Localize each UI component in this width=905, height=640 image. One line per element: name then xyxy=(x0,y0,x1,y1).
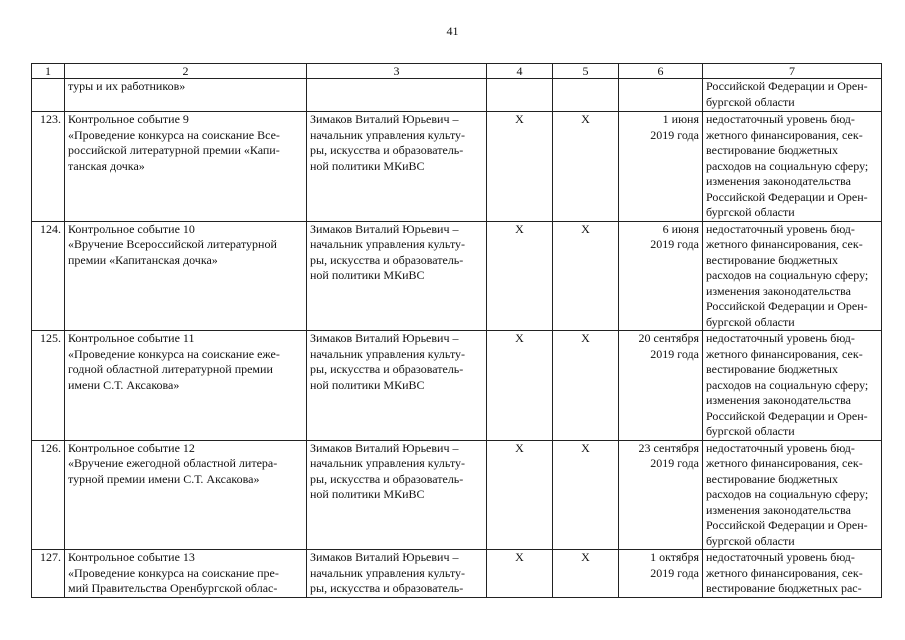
date-cell xyxy=(619,79,703,112)
risks-cell-line: изменения законодательства xyxy=(706,502,851,517)
responsible-cell-line: Зимаков Виталий Юрьевич – xyxy=(310,440,459,455)
risks-cell-line: бургской области xyxy=(706,205,795,219)
event-cell xyxy=(65,550,307,598)
page-number: 41 xyxy=(446,24,459,38)
risks-cell-line: Российской Федерации и Орен- xyxy=(706,408,868,423)
responsible-cell xyxy=(307,112,487,222)
risks-cell xyxy=(703,79,882,112)
event-cell-line: Контрольное событие 12 xyxy=(68,440,195,455)
header-cell-2: 2 xyxy=(65,64,307,79)
date-cell-line: 2019 года xyxy=(650,237,699,251)
row-number: 127. xyxy=(32,550,65,598)
responsible-cell-line: ры, искусства и образователь- xyxy=(310,471,464,486)
risks-cell-line: расходов на социальную сферу; xyxy=(706,377,869,392)
event-cell-line: Контрольное событие 9 xyxy=(68,112,189,126)
risks-cell-line: расходов на социальную сферу; xyxy=(706,158,869,173)
event-cell-line: Контрольное событие 10 xyxy=(68,221,195,236)
event-cell-line: Контрольное событие 13 xyxy=(68,550,195,564)
header-cell-1: 1 xyxy=(32,64,65,79)
date-cell-line: 2019 года xyxy=(650,127,699,142)
table-body xyxy=(32,64,882,598)
risks-cell-line: Российской Федерации и Орен- xyxy=(706,189,868,204)
risks-cell-line: вестирование бюджетных рас- xyxy=(706,581,862,595)
table-row xyxy=(32,440,882,550)
date-cell xyxy=(619,221,703,331)
risks-cell-line: Российской Федерации и Орен- xyxy=(706,79,868,93)
risks-cell xyxy=(703,440,882,550)
date-cell-line: 6 июня xyxy=(662,221,699,236)
responsible-cell-line: ной политики МКиВС xyxy=(310,158,425,173)
risks-cell-line: недостаточный уровень бюд- xyxy=(706,550,855,564)
col5-mark: Х xyxy=(553,221,619,331)
event-cell-line: имени С.Т. Аксакова» xyxy=(68,377,180,392)
responsible-cell-line: начальник управления культу- xyxy=(310,456,466,470)
risks-cell-line: расходов на социальную сферу; xyxy=(706,268,869,282)
col5-mark: Х xyxy=(553,112,619,222)
risks-cell-line: бургской области xyxy=(706,424,795,438)
col5-mark: Х xyxy=(553,550,619,598)
risks-cell-line: недостаточный уровень бюд- xyxy=(706,331,855,345)
event-cell-line: «Проведение конкурса на соискание Все- xyxy=(68,127,280,142)
event-cell xyxy=(65,440,307,550)
event-cell-line: премии «Капитанская дочка» xyxy=(68,252,218,267)
responsible-cell-line: ры, искусства и образователь- xyxy=(310,362,464,376)
risks-cell-line: жетного финансирования, сек- xyxy=(706,127,863,142)
risks-cell-line: вестирование бюджетных xyxy=(706,471,838,486)
col5-mark: Х xyxy=(553,331,619,441)
responsible-cell-line: Зимаков Виталий Юрьевич – xyxy=(310,331,459,345)
event-cell-line: мий Правительства Оренбургской облас- xyxy=(68,581,278,595)
event-cell xyxy=(65,331,307,441)
event-cell xyxy=(65,112,307,222)
risks-cell-line: расходов на социальную сферу; xyxy=(706,487,869,501)
responsible-cell xyxy=(307,550,487,598)
risks-cell-line: жетного финансирования, сек- xyxy=(706,456,863,470)
date-cell xyxy=(619,112,703,222)
col5-mark: Х xyxy=(553,440,619,550)
date-cell xyxy=(619,550,703,598)
risks-cell xyxy=(703,550,882,598)
event-cell-line: российской литературной премии «Капи- xyxy=(68,143,280,157)
risks-cell-line: вестирование бюджетных xyxy=(706,362,838,376)
risks-cell-line: вестирование бюджетных xyxy=(706,143,838,157)
event-cell-line: «Вручение Всероссийской литературной xyxy=(68,237,277,251)
risks-cell-line: бургской области xyxy=(706,314,795,329)
row-number xyxy=(32,79,65,112)
table-row xyxy=(32,331,882,441)
col4-mark xyxy=(487,79,553,112)
plan-table xyxy=(31,63,882,598)
header-cell-6: 6 xyxy=(619,64,703,79)
risks-cell-line: недостаточный уровень бюд- xyxy=(706,112,855,126)
event-cell-line: Контрольное событие 11 xyxy=(68,331,195,345)
event-cell xyxy=(65,221,307,331)
row-number: 126. xyxy=(32,440,65,550)
responsible-cell-line: ры, искусства и образователь- xyxy=(310,252,464,267)
header-cell-4: 4 xyxy=(487,64,553,79)
responsible-cell-line: начальник управления культу- xyxy=(310,565,466,580)
responsible-cell-line: Зимаков Виталий Юрьевич – xyxy=(310,550,459,564)
row-number: 125. xyxy=(32,331,65,441)
col4-mark: Х xyxy=(487,550,553,598)
table-row xyxy=(32,112,882,222)
col4-mark: Х xyxy=(487,440,553,550)
risks-cell-line: недостаточный уровень бюд- xyxy=(706,440,855,455)
header-cell-5: 5 xyxy=(553,64,619,79)
responsible-cell xyxy=(307,79,487,112)
responsible-cell-line: Зимаков Виталий Юрьевич – xyxy=(310,221,459,236)
risks-cell-line: изменения законодательства xyxy=(706,393,851,407)
row-number: 123. xyxy=(32,112,65,222)
date-cell xyxy=(619,331,703,441)
event-cell-line: годной областной литературной премии xyxy=(68,362,273,376)
continuation-row xyxy=(32,79,882,112)
event-cell-line: танская дочка» xyxy=(68,158,145,173)
table-header-row xyxy=(32,64,882,79)
event-cell-line: туры и их работников» xyxy=(68,79,186,93)
row-number: 124. xyxy=(32,221,65,331)
event-cell xyxy=(65,79,307,112)
responsible-cell-line: начальник управления культу- xyxy=(310,237,466,251)
responsible-cell-line: начальник управления культу- xyxy=(310,127,466,142)
risks-cell-line: изменения законодательства xyxy=(706,174,851,188)
date-cell-line: 23 сентября xyxy=(638,440,699,455)
date-cell-line: 2019 года xyxy=(650,456,699,470)
risks-cell xyxy=(703,221,882,331)
risks-cell-line: жетного финансирования, сек- xyxy=(706,346,863,361)
risks-cell xyxy=(703,112,882,222)
risks-cell-line: изменения законодательства xyxy=(706,283,851,298)
col4-mark: Х xyxy=(487,112,553,222)
responsible-cell-line: ры, искусства и образователь- xyxy=(310,581,464,595)
risks-cell-line: вестирование бюджетных xyxy=(706,252,838,267)
date-cell-line: 2019 года xyxy=(650,346,699,361)
responsible-cell-line: начальник управления культу- xyxy=(310,346,466,361)
responsible-cell xyxy=(307,440,487,550)
responsible-cell-line: ры, искусства и образователь- xyxy=(310,143,464,157)
responsible-cell-line: Зимаков Виталий Юрьевич – xyxy=(310,112,459,126)
risks-cell-line: жетного финансирования, сек- xyxy=(706,237,863,251)
header-cell-3: 3 xyxy=(307,64,487,79)
risks-cell-line: Российской Федерации и Орен- xyxy=(706,518,868,532)
risks-cell-line: бургской области xyxy=(706,533,795,548)
responsible-cell-line: ной политики МКиВС xyxy=(310,377,425,392)
table-row xyxy=(32,550,882,598)
date-cell-line: 1 октября xyxy=(650,550,699,564)
responsible-cell xyxy=(307,221,487,331)
date-cell-line: 2019 года xyxy=(650,565,699,580)
risks-cell xyxy=(703,331,882,441)
risks-cell-line: жетного финансирования, сек- xyxy=(706,565,863,580)
risks-cell-line: недостаточный уровень бюд- xyxy=(706,221,855,236)
risks-cell-line: бургской области xyxy=(706,94,795,109)
responsible-cell xyxy=(307,331,487,441)
event-cell-line: «Проведение конкурса на соискание еже- xyxy=(68,346,280,361)
col5-mark xyxy=(553,79,619,112)
event-cell-line: турной премии имени С.Т. Аксакова» xyxy=(68,471,260,486)
col4-mark: Х xyxy=(487,221,553,331)
event-cell-line: «Вручение ежегодной областной литера- xyxy=(68,456,278,470)
responsible-cell-line: ной политики МКиВС xyxy=(310,268,425,282)
date-cell xyxy=(619,440,703,550)
col4-mark: Х xyxy=(487,331,553,441)
risks-cell-line: Российской Федерации и Орен- xyxy=(706,299,868,313)
responsible-cell-line: ной политики МКиВС xyxy=(310,487,425,501)
date-cell-line: 20 сентября xyxy=(638,331,699,345)
table-row xyxy=(32,221,882,331)
event-cell-line: «Проведение конкурса на соискание пре- xyxy=(68,565,279,580)
date-cell-line: 1 июня xyxy=(662,112,699,126)
header-cell-7: 7 xyxy=(703,64,882,79)
